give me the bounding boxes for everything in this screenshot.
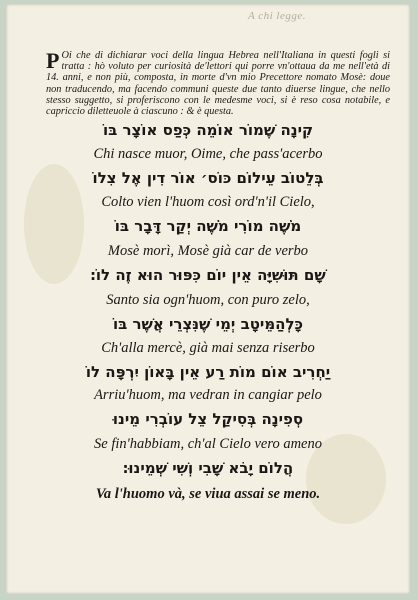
hebrew-verse-6: יַחְרִיב אוֹם מוֹת רַע אֵין בָּאוֹן יִרְפָּה לוֹ	[85, 363, 331, 381]
running-header: A chi legge.	[247, 10, 306, 22]
closing-line: Va l'huomo và, se viua assai se meno.	[95, 486, 321, 502]
italian-verse-5: Ch'alla mercè, già mai senza riserbo	[101, 340, 315, 356]
italian-verse-1: Chi nasce muor, Oime, che pass'acerbo	[93, 146, 323, 162]
drop-cap: P	[46, 48, 60, 73]
hebrew-verse-5: כָּלְהַמֵּיטָב יְמֵי שֶׁנִּצְרֵי אֲשֶׁר בּוֹ	[112, 315, 304, 333]
hebrew-verse-3: מֹשֶׁה מוֹרִי מֹשֶׁה יְקַר דָּבָר בּוֹ	[114, 217, 302, 235]
italian-verse-6: Arriu'huom, ma vedran in cangiar pelo	[94, 387, 322, 403]
hebrew-verse-4: שָׁם תּוּשִׁיָּה אֵין יוֹם כִּפּוּר הוּא זֶה לוֹ׃	[90, 266, 326, 284]
hebrew-verse-7: סְפִינָה בְּסִיקַל צֵל עוֹבְרִי מֵינוּ	[112, 410, 304, 428]
italian-verse-3: Mosè morì, Mosè già car de verbo	[107, 243, 309, 259]
preface-text: Oi che di dichiarar voci della lingua Hebrea nell'Italiana in questi fogli si tratta : hò voluto per curiosità de'lettori qui porre vn'ottaua da me nell'età di 14. anni, e non più, composta, in morte d'vn mio Precettore nomato Mosè: doue non traducendo, ma facendo communi queste due tanto diuerse lingue, che nello stesso suggetto, si proferiscono con le medesme voci, si è reso cosa notabile, e capriccio diletteuole à ciascuno : & è questa.	[46, 50, 390, 118]
italian-verse-2: Colto vien l'huom così ord'n'il Cielo,	[101, 194, 315, 210]
hebrew-verse-8: הֲלוֹם יָבֹא שָׁבִי וְשִׁי שְׁמֵינוּ׃	[122, 459, 294, 477]
hebrew-verse-2: בְּלֵטוֹב עֵילוֹם כּוֹס׳ אוֹר דִין אֶל צִלוֹ	[92, 169, 324, 187]
preface-paragraph	[46, 50, 390, 117]
hebrew-verse-1: קִינָה שֶׁמוֹר אוֹמֵה כְּפַס אוֹצָר בּוֹ	[102, 121, 314, 139]
italian-verse-4: Santo sia ogn'huom, con puro zelo,	[106, 292, 310, 308]
italian-verse-7: Se fin'habbiam, ch'al Cielo vero ameno	[94, 436, 322, 452]
book-page	[6, 4, 410, 594]
